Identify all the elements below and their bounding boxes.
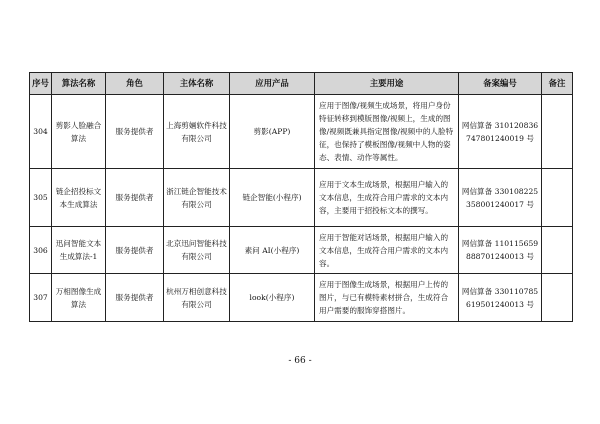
cell-algorithm-name: 迅问智能文本生成算法-1 [52, 227, 106, 274]
cell-note [542, 274, 573, 322]
header-role: 角色 [106, 73, 164, 95]
header-note: 备注 [542, 73, 573, 95]
table-row [30, 169, 573, 227]
cell-entity-name: 浙江链企智能技术有限公司 [164, 169, 230, 227]
cell-entity-name: 北京迅问智能科技有限公司 [164, 227, 230, 274]
table-header-row [30, 73, 573, 95]
table-row [30, 227, 573, 274]
header-algorithm-name: 算法名称 [52, 73, 106, 95]
header-seq: 序号 [30, 73, 52, 95]
cell-note [542, 95, 573, 169]
cell-filing-number: 网信算备 330108225358001240017 号 [459, 169, 542, 227]
cell-algorithm-name: 剪影人脸融合算法 [52, 95, 106, 169]
cell-role: 服务提供者 [106, 274, 164, 322]
header-entity-name: 主体名称 [164, 73, 230, 95]
cell-filing-number: 网信算备 330110785619501240013 号 [459, 274, 542, 322]
cell-filing-number: 网信算备 310120836747801240019 号 [459, 95, 542, 169]
cell-seq: 304 [30, 95, 52, 169]
cell-seq: 306 [30, 227, 52, 274]
cell-filing-number: 网信算备 110115659888701240013 号 [459, 227, 542, 274]
cell-seq: 307 [30, 274, 52, 322]
cell-purpose: 应用于图像生成场景，根据用户上传的图片，与已有模特素材拼合，生成符合用户需要的服饰穿搭图片。 [315, 274, 459, 322]
cell-purpose: 应用于文本生成场景，根据用户输入的文本信息，生成符合用户需求的文本内容，主要用于招投标文本的撰写。 [315, 169, 459, 227]
table-row [30, 274, 573, 322]
cell-product: 剪影(APP) [230, 95, 315, 169]
cell-role: 服务提供者 [106, 169, 164, 227]
cell-algorithm-name: 链企招投标文本生成算法 [52, 169, 106, 227]
cell-entity-name: 上海剪婳软件科技有限公司 [164, 95, 230, 169]
header-purpose: 主要用途 [315, 73, 459, 95]
header-filing-number: 备案编号 [459, 73, 542, 95]
table-row [30, 95, 573, 169]
cell-purpose: 应用于图像/视频生成场景，将用户身份特征转移到模版图像/视频上，生成的图像/视频既兼具指定图像/视频中的人脸特征，也保持了模板图像/视频中人物的姿态、表情、动作等属性。 [315, 95, 459, 169]
cell-algorithm-name: 万相图像生成算法 [52, 274, 106, 322]
cell-role: 服务提供者 [106, 227, 164, 274]
cell-product: 链企智能(小程序) [230, 169, 315, 227]
cell-note [542, 169, 573, 227]
cell-purpose: 应用于智能对话场景，根据用户输入的文本信息，生成符合用户需求的文本内容。 [315, 227, 459, 274]
page-number: - 66 - [288, 356, 312, 366]
cell-product: look(小程序) [230, 274, 315, 322]
header-product: 应用产品 [230, 73, 315, 95]
cell-note [542, 227, 573, 274]
algorithm-filing-table [29, 72, 573, 322]
cell-entity-name: 杭州万相创意科技有限公司 [164, 274, 230, 322]
cell-product: 素问 AI(小程序) [230, 227, 315, 274]
cell-seq: 305 [30, 169, 52, 227]
cell-role: 服务提供者 [106, 95, 164, 169]
